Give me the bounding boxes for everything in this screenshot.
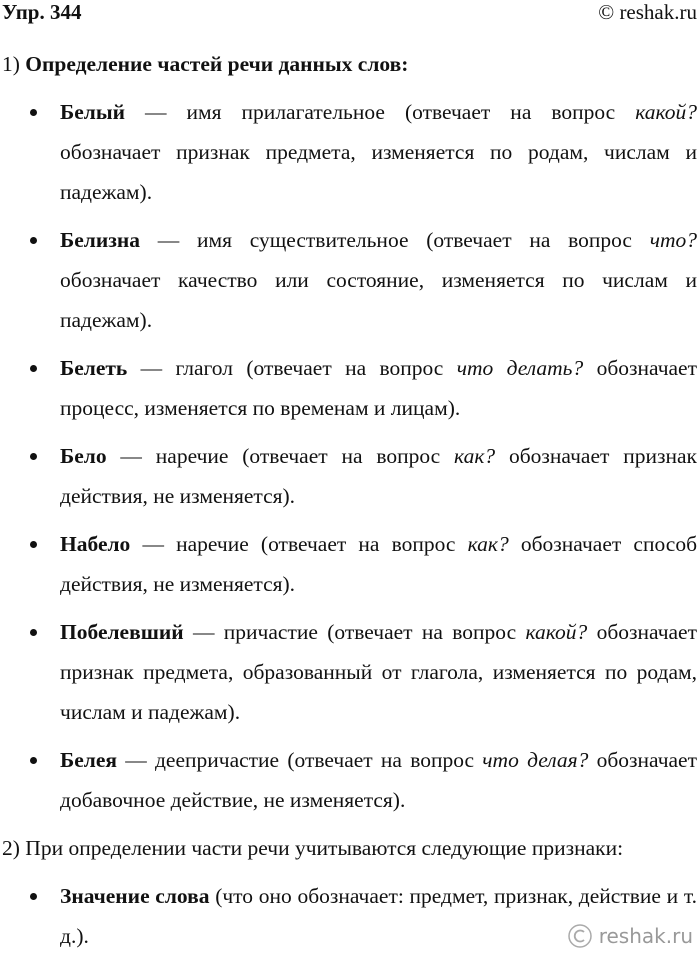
term: Бело	[60, 444, 107, 468]
exercise-number: Упр. 344	[2, 0, 82, 24]
term: Белея	[60, 748, 117, 772]
parts-of-speech-list	[2, 92, 697, 820]
text: (что оно обозначает: предмет, признак, действие и т. д.).	[60, 884, 697, 948]
watermark-text: reshak.ru	[598, 924, 693, 948]
bullet-icon	[30, 757, 37, 764]
list-item	[2, 740, 697, 820]
list-item	[2, 348, 697, 428]
list-item	[2, 612, 697, 732]
text: обозначает добавочное действие, не изменяется).	[60, 748, 697, 812]
text: — имя прилагательное (отвечает на вопрос	[125, 100, 636, 124]
bullet-icon	[30, 365, 37, 372]
criteria-list	[2, 876, 697, 956]
question: что делать?	[456, 356, 584, 380]
bullet-icon	[30, 453, 37, 460]
question: какой?	[635, 100, 697, 124]
bullet-icon	[30, 237, 37, 244]
section-number: 2)	[2, 836, 20, 860]
question: что?	[649, 228, 697, 252]
bullet-icon	[30, 893, 37, 900]
section-1-heading	[2, 44, 697, 84]
text: обозначает процесс, изменяется по временам и лицам).	[60, 356, 697, 420]
text: — наречие (отвечает на вопрос	[130, 532, 468, 556]
term: Набело	[60, 532, 131, 556]
text: — деепричастие (отвечает на вопрос	[117, 748, 483, 772]
text: — имя существительное (отвечает на вопрос	[140, 228, 650, 252]
list-item	[2, 436, 697, 516]
term: Белеть	[60, 356, 128, 380]
bullet-icon	[30, 541, 37, 548]
text: — наречие (отвечает на вопрос	[106, 444, 455, 468]
section-2-heading	[2, 828, 697, 868]
text: — причастие (отвечает на вопрос	[183, 620, 526, 644]
text: обозначает признак предмета, изменяется по родам, числам и падежам).	[60, 140, 697, 204]
question: как?	[454, 444, 496, 468]
term: Побелевший	[60, 620, 184, 644]
text: обозначает признак предмета, образованный от глагола, изменяется по родам, числам и падежам).	[60, 620, 697, 724]
question: какой?	[525, 620, 588, 644]
section-title: При определении части речи учитываются следующие признаки:	[25, 836, 624, 860]
section-title: Определение частей речи данных слов:	[25, 52, 409, 76]
answer-content	[2, 44, 697, 956]
term: Белый	[60, 100, 125, 124]
bullet-icon	[30, 109, 37, 116]
header	[0, 0, 700, 30]
text: обозначает качество или состояние, изменяется по числам и падежам).	[60, 268, 697, 332]
term: Значение слова	[60, 884, 210, 908]
term: Белизна	[60, 228, 140, 252]
text: обозначает способ действия, не изменяется).	[60, 532, 698, 596]
list-item	[2, 876, 697, 956]
list-item	[2, 92, 697, 212]
list-item	[2, 524, 697, 604]
list-item	[2, 220, 697, 340]
copyright: © reshak.ru	[598, 0, 697, 24]
question: что делая?	[482, 748, 589, 772]
text: — глагол (отвечает на вопрос	[127, 356, 457, 380]
text: обозначает признак действия, не изменяется).	[60, 444, 697, 508]
bullet-icon	[30, 629, 37, 636]
question: как?	[467, 532, 509, 556]
section-number: 1)	[2, 52, 20, 76]
